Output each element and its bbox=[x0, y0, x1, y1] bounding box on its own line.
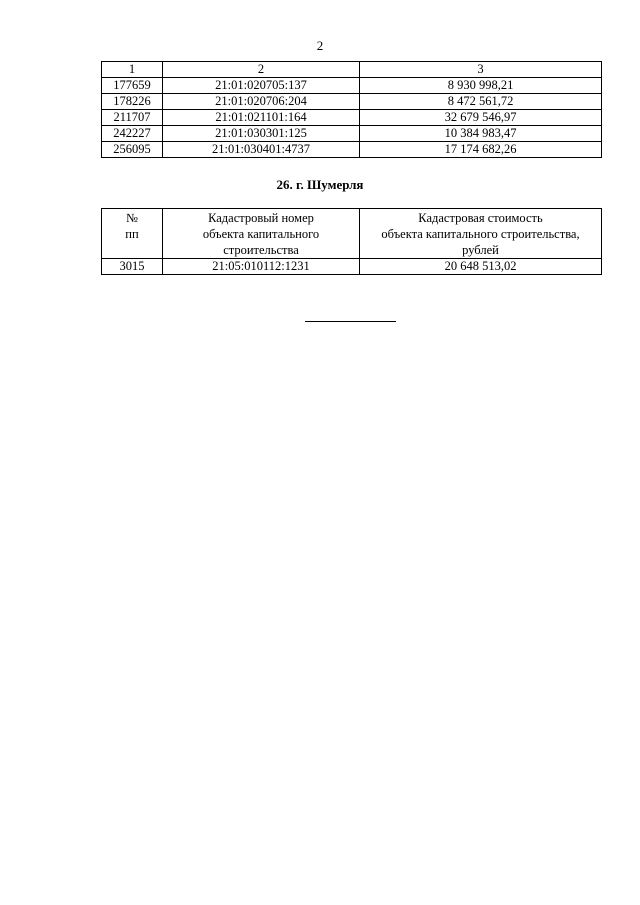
table-header-row bbox=[102, 209, 602, 259]
header-cell-row-number bbox=[102, 209, 163, 259]
header-text-line: Кадастровый номер bbox=[208, 211, 314, 225]
cadastral-value-cell: 17 174 682,26 bbox=[360, 142, 602, 158]
cadastral-table-continued bbox=[101, 61, 602, 158]
cadastral-number-cell: 21:01:030301:125 bbox=[163, 126, 360, 142]
table-row bbox=[102, 126, 602, 142]
header-cell-cadastral-value bbox=[360, 209, 602, 259]
section-title: 26. г. Шумерля bbox=[276, 177, 364, 192]
cadastral-value-cell: 10 384 983,47 bbox=[360, 126, 602, 142]
cadastral-value-cell: 8 472 561,72 bbox=[360, 94, 602, 110]
header-cell-cadastral-number bbox=[163, 209, 360, 259]
table-row bbox=[102, 110, 602, 126]
table-row bbox=[102, 259, 602, 275]
row-number-cell: 177659 bbox=[102, 78, 163, 94]
row-number-cell: 211707 bbox=[102, 110, 163, 126]
cadastral-value-cell: 32 679 546,97 bbox=[360, 110, 602, 126]
header-text-line: Кадастровая стоимость bbox=[418, 211, 543, 225]
table-row bbox=[102, 142, 602, 158]
end-of-document-rule bbox=[305, 321, 396, 322]
cadastral-value-cell: 8 930 998,21 bbox=[360, 78, 602, 94]
row-number-cell: 3015 bbox=[102, 259, 163, 275]
cadastral-table-shumerlya bbox=[101, 208, 602, 275]
table-header-row bbox=[102, 62, 602, 78]
cadastral-number-cell: 21:01:020705:137 bbox=[163, 78, 360, 94]
cadastral-number-cell: 21:05:010112:1231 bbox=[163, 259, 360, 275]
header-cell-col1: 1 bbox=[102, 62, 163, 78]
header-text-line: рублей bbox=[462, 243, 499, 257]
header-text-line: № bbox=[126, 211, 138, 225]
row-number-cell: 242227 bbox=[102, 126, 163, 142]
row-number-cell: 178226 bbox=[102, 94, 163, 110]
row-number-cell: 256095 bbox=[102, 142, 163, 158]
cadastral-number-cell: 21:01:021101:164 bbox=[163, 110, 360, 126]
page-number: 2 bbox=[316, 38, 324, 53]
cadastral-number-cell: 21:01:020706:204 bbox=[163, 94, 360, 110]
header-cell-col3: 3 bbox=[360, 62, 602, 78]
table-row bbox=[102, 78, 602, 94]
table-row bbox=[102, 94, 602, 110]
cadastral-value-cell: 20 648 513,02 bbox=[360, 259, 602, 275]
header-cell-col2: 2 bbox=[163, 62, 360, 78]
cadastral-number-cell: 21:01:030401:4737 bbox=[163, 142, 360, 158]
header-text-line: строительства bbox=[223, 243, 299, 257]
header-text-line: объекта капитального bbox=[202, 227, 320, 241]
header-text-line: пп bbox=[125, 227, 139, 241]
header-text-line: объекта капитального строительства, bbox=[381, 227, 580, 241]
